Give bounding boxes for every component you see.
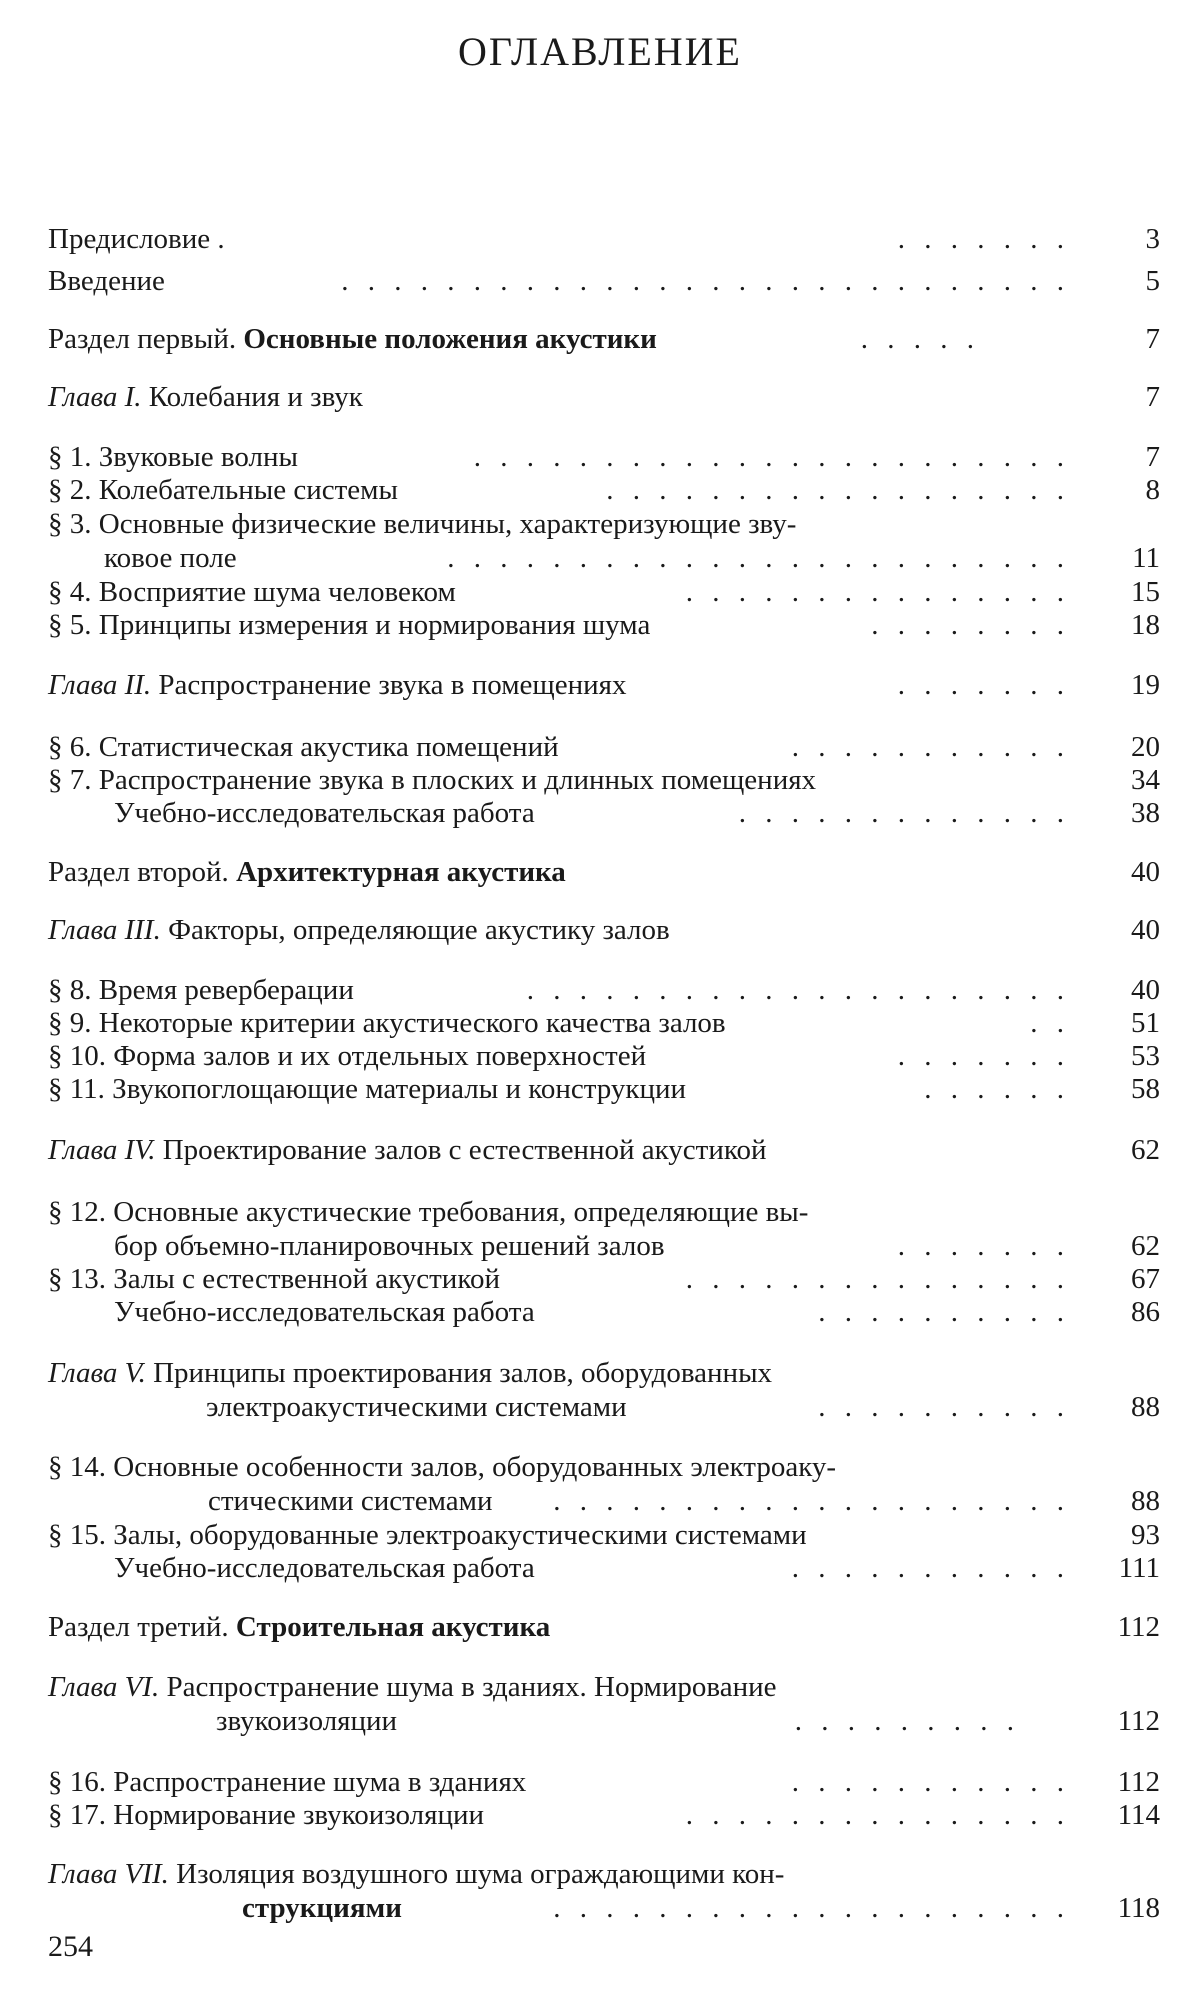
leader-dots: . . . . . . . [897, 223, 1070, 255]
section-label: Раздел второй. [48, 856, 237, 888]
entry-title: § 6. Статистическая акустика помещений [48, 731, 559, 763]
leader-dots: . . . . . . [924, 1073, 1070, 1105]
entry-title: § 7. Распространение звука в плоских и длинных помещениях [48, 764, 817, 796]
leader-dots: . . . . . . . . . . . . . . . [685, 1263, 1070, 1295]
leader-dots: . . . . . . . . . [794, 1705, 1020, 1737]
entry-title: Предисловие . [48, 223, 225, 255]
leader-dots: . . . . . . . . [871, 609, 1070, 641]
page-number: 112 [1117, 1705, 1160, 1737]
footer-page-number: 254 [48, 1930, 93, 1963]
page-number: 11 [1132, 542, 1160, 574]
page-number: 8 [1145, 474, 1160, 506]
entry-title: § 14. Основные особенности залов, оборудованных электроаку- [48, 1451, 837, 1483]
entry-title: § 13. Залы с естественной акустикой [48, 1263, 500, 1295]
entry-title: § 8. Время реверберации [48, 974, 354, 1006]
entry-title: § 2. Колебательные системы [48, 474, 398, 506]
page-number: 114 [1117, 1799, 1160, 1831]
page-number: 18 [1131, 609, 1160, 641]
entry-title: § 3. Основные физические величины, характеризующие зву- [48, 508, 797, 540]
chapter-title: Распространение шума в зданиях. Нормирование [159, 1671, 777, 1703]
entry-title: Учебно-исследовательская работа [114, 1552, 535, 1584]
entry-title: Учебно-исследовательская работа [114, 797, 535, 829]
entry-title: § 10. Форма залов и их отдельных поверхностей [48, 1040, 647, 1072]
chapter-label: Глава IV. [48, 1134, 156, 1166]
entry-title: § 17. Нормирование звукоизоляции [48, 1799, 485, 1831]
leader-dots: . . [1030, 1007, 1070, 1039]
page-number: 118 [1117, 1892, 1160, 1924]
chapter-title: Изоляция воздушного шума ограждающими кон- [168, 1858, 785, 1890]
section-title: Строительная акустика [235, 1611, 551, 1643]
entry-title: § 16. Распространение шума в зданиях [48, 1766, 527, 1798]
page-number: 20 [1131, 731, 1160, 763]
chapter-title-continued: струкциями [242, 1892, 402, 1924]
page-number: 53 [1131, 1040, 1160, 1072]
section-label: Раздел третий. [48, 1611, 236, 1643]
chapter-label: Глава VII. [48, 1858, 169, 1890]
chapter-title: Колебания и звук [141, 381, 363, 413]
chapter-title-continued: звукоизоляции [216, 1705, 398, 1737]
page-number: 7 [1145, 441, 1160, 473]
entry-title-continued: стическими системами [208, 1485, 493, 1517]
page-number: 19 [1131, 669, 1160, 701]
leader-dots: . . . . . . . [897, 1040, 1070, 1072]
entry-title-continued: бор объемно-планировочных решений залов [114, 1230, 665, 1262]
page-number: 67 [1131, 1263, 1160, 1295]
page-title: ОГЛАВЛЕНИЕ [458, 29, 742, 74]
chapter-title: Факторы, определяющие акустику залов [160, 914, 670, 946]
leader-dots: . . . . . . . . . . . [791, 1552, 1070, 1584]
leader-dots: . . . . . . . . . . . . . . . [685, 1799, 1070, 1831]
leader-dots: . . . . . . . . . . . . . . . . . . . . . . . [473, 441, 1070, 473]
leader-dots: . . . . . [860, 323, 980, 355]
entry-title: § 5. Принципы измерения и нормирования шума [48, 609, 651, 641]
chapter-label: Глава II. [48, 669, 152, 701]
entry-title: § 11. Звукопоглощающие материалы и конструкции [48, 1073, 687, 1105]
entry-title: § 12. Основные акустические требования, определяющие вы- [48, 1196, 809, 1228]
chapter-label: Глава V. [48, 1357, 146, 1389]
section-title: Архитектурная акустика [236, 856, 566, 888]
leader-dots: . . . . . . . . . . . . . [738, 797, 1070, 829]
leader-dots: . . . . . . . . . . . . . . . [685, 576, 1070, 608]
page-number: 7 [1145, 323, 1160, 355]
chapter-title-continued: электроакустическими системами [206, 1391, 627, 1423]
page-number: 62 [1131, 1230, 1160, 1262]
page-number: 58 [1131, 1073, 1160, 1105]
page-number: 3 [1145, 223, 1160, 255]
page-number: 5 [1145, 265, 1160, 297]
page-number: 62 [1131, 1134, 1160, 1166]
page-number: 38 [1131, 797, 1160, 829]
entry-title: Введение [48, 265, 165, 297]
entry-title: Учебно-исследовательская работа [114, 1296, 535, 1328]
page-number: 88 [1131, 1391, 1160, 1423]
leader-dots: . . . . . . . . . . . . . . . . . . . . [553, 1892, 1070, 1924]
leader-dots: . . . . . . . . . . . . . . . . . . . . . . . . . . . . [341, 265, 1070, 297]
chapter-label: Глава I. [48, 381, 142, 413]
leader-dots: . . . . . . . . . . . . . . . . . . [606, 474, 1070, 506]
entry-title: § 9. Некоторые критерии акустического качества залов [48, 1007, 726, 1039]
section-label: Раздел первый. [48, 323, 244, 355]
page-number: 111 [1118, 1552, 1160, 1584]
chapter-label: Глава VI. [48, 1671, 160, 1703]
page-number: 40 [1131, 914, 1160, 946]
entry-title-continued: ковое поле [104, 542, 237, 574]
page-number: 86 [1131, 1296, 1160, 1328]
leader-dots: . . . . . . . . . . [818, 1391, 1070, 1423]
entry-title: § 1. Звуковые волны [48, 441, 298, 473]
leader-dots: . . . . . . . [897, 1230, 1070, 1262]
entry-title: § 15. Залы, оборудованные электроакустическими системами [48, 1519, 807, 1551]
page-number: 112 [1117, 1766, 1160, 1798]
page-number: 15 [1131, 576, 1160, 608]
leader-dots: . . . . . . . . . . . . . . . . . . . . . . . . [447, 542, 1070, 574]
page-number: 40 [1131, 974, 1160, 1006]
leader-dots: . . . . . . . . . . . . . . . . . . . . [553, 1485, 1070, 1517]
leader-dots: . . . . . . . . . . . [791, 1766, 1070, 1798]
chapter-title: Проектирование залов с естественной акустикой [155, 1134, 767, 1166]
page-number: 40 [1131, 856, 1160, 888]
leader-dots: . . . . . . . [897, 669, 1070, 701]
page-number: 93 [1131, 1519, 1160, 1551]
leader-dots: . . . . . . . . . . . [791, 731, 1070, 763]
page-number: 112 [1117, 1611, 1160, 1643]
leader-dots: . . . . . . . . . . . . . . . . . . . . . [526, 974, 1070, 1006]
page-number: 34 [1131, 764, 1160, 796]
chapter-title: Принципы проектирования залов, оборудованных [145, 1357, 773, 1389]
page-number: 88 [1131, 1485, 1160, 1517]
entry-title: § 4. Восприятие шума человеком [48, 576, 456, 608]
section-title: Основные положения акустики [243, 323, 657, 355]
page-number: 51 [1131, 1007, 1160, 1039]
chapter-label: Глава III. [48, 914, 161, 946]
page-number: 7 [1145, 381, 1160, 413]
leader-dots: . . . . . . . . . . [818, 1296, 1070, 1328]
chapter-title: Распространение звука в помещениях [151, 669, 627, 701]
